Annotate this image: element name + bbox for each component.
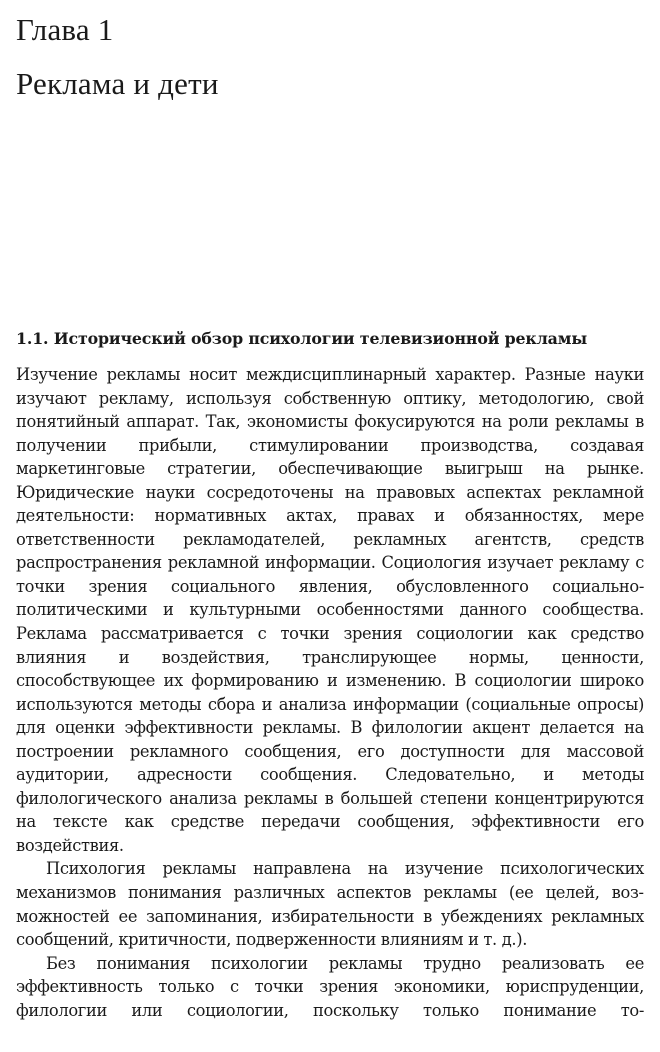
paragraph: Психология рекламы направлена на изучение психологических механизмов понимания различных аспектов рекламы (ее целей, возможностей ее запоминания, избирательности в убеждениях рекламных сообщений, критичности, подверженности влияниям и т. д.). bbox=[16, 859, 644, 950]
section-heading: 1.1. Исторический обзор психологии телевизионной рекламы bbox=[16, 329, 588, 348]
chapter-label: Глава 1 bbox=[16, 12, 114, 47]
body-text bbox=[16, 363, 644, 1022]
paragraph: Без понимания психологии рекламы трудно реализовать ее эффективность только с точки зрения экономики, юриспруденции, филологии или социологии, поскольку только понимание то- bbox=[16, 953, 644, 1020]
paragraph: Изучение рекламы носит междисциплинарный характер. Разные науки изучают рекламу, используя собственную оптику, методологию, свой понятийный аппарат. Так, экономисты фокусируются на роли рекламы в получении прибыли, стимулировании производства, создавая маркетинговые стратегии, обеспечивающие выигрыш на рынке. Юридические науки сосредоточены на правовых аспектах рекламной деятельности: нормативных актах, правах и обязанностях, мере ответственности рекламодателей, рекламных агентств, средств распространения рекламной информации. Социология изучает рекламу с точки зрения социального явления, обусловленного социально-политическими и культурными особенностями данного сообщества. Реклама рассматривается с точки зрения социологии как средство влияния и воздействия, транслирующее нормы, ценности, способствующее их формированию и изменению. В социологии широко используются методы сбора и анализа информации (социальные опросы) для оценки эффективности рекламы. В филологии акцент делается на построении рекламного сообщения, его доступности для массовой аудитории, адресности сообщения. Следовательно, и методы филологического анализа рекламы в большей степени концентрируются на тексте как средстве передачи сообщения, эффективности его воздействия. bbox=[16, 365, 644, 855]
chapter-title: Реклама и дети bbox=[16, 66, 219, 101]
